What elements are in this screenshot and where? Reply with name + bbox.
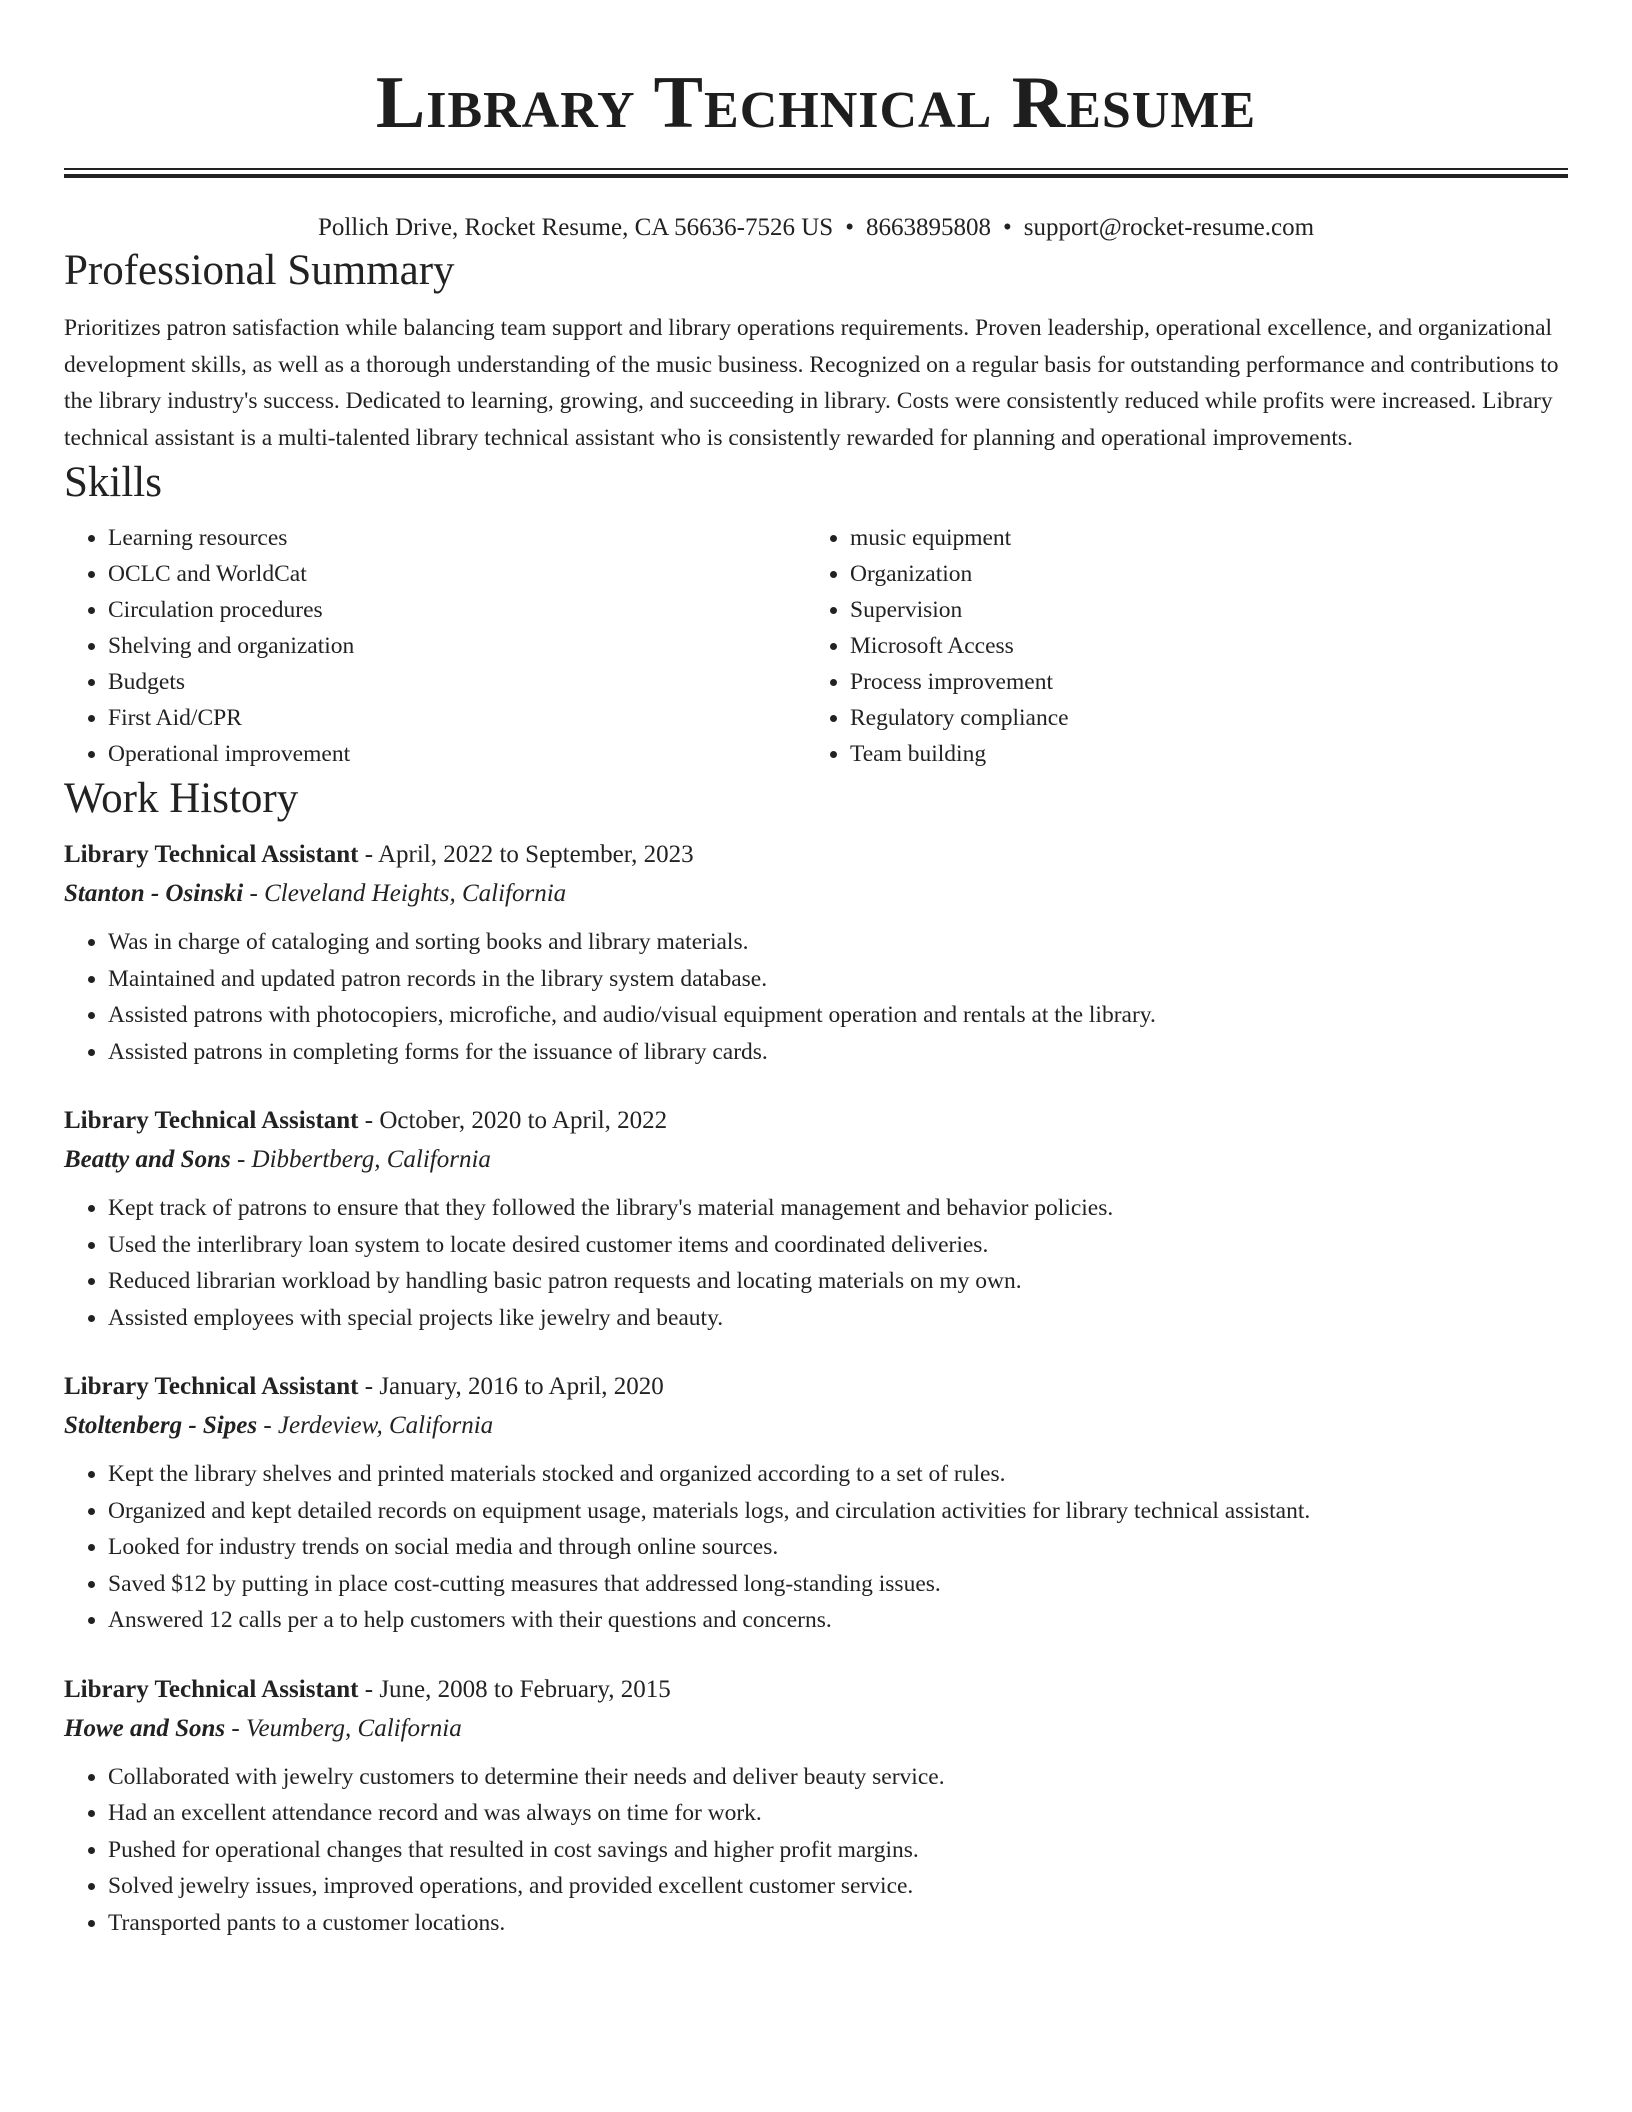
skill-item: • Supervision — [850, 592, 1548, 628]
skills-heading: Skills — [64, 459, 162, 506]
job-location: - Jerdeview, California — [257, 1412, 494, 1439]
job-dates: - January, 2016 to April, 2020 — [358, 1373, 664, 1400]
job-location: - Dibbertberg, California — [230, 1146, 491, 1173]
job-company-line — [64, 1406, 1568, 1446]
job-bullet: • Looked for industry trends on social media and through online sources. — [108, 1529, 1568, 1566]
skill-item: • Operational improvement — [108, 736, 806, 772]
summary-text: Prioritizes patron satisfaction while balancing team support and library operations requirements. Proven leadership, operational excellence, and organizational development skills, as well as a thorough understanding of the music business. Recognized on a regular basis for outstanding performance and contributions to the library industry's success. Dedicated to learning, growing, and succeeding in library. Costs were consistently reduced while profits were increased. Library technical assistant is a multi-talented library technical assistant who is consistently rewarded for planning and operational improvements. — [64, 315, 1559, 451]
job-bullet: • Assisted patrons in completing forms for the issuance of library cards. — [108, 1034, 1568, 1071]
job-bullets — [64, 1759, 1568, 1942]
skill-item: • Regulatory compliance — [850, 700, 1548, 736]
job-entry — [64, 1368, 1568, 1639]
job-bullet: • Solved jewelry issues, improved operations, and provided excellent customer service. — [108, 1868, 1568, 1905]
resume-title: Library Technical Resume — [375, 62, 1257, 144]
contact-line — [64, 212, 1568, 244]
job-bullet: • Collaborated with jewelry customers to determine their needs and deliver beauty service. — [108, 1759, 1568, 1796]
job-dates: - April, 2022 to September, 2023 — [358, 841, 694, 868]
job-dates: - October, 2020 to April, 2022 — [358, 1107, 668, 1134]
job-bullet: • Pushed for operational changes that resulted in cost savings and higher profit margins. — [108, 1832, 1568, 1869]
skills-list-right — [806, 520, 1548, 772]
job-bullet: • Had an excellent attendance record and was always on time for work. — [108, 1795, 1568, 1832]
job-entry — [64, 1671, 1568, 1942]
skill-item: • Circulation procedures — [108, 592, 806, 628]
job-entry — [64, 836, 1568, 1070]
job-title: Library Technical Assistant — [64, 1373, 359, 1400]
job-bullet: • Maintained and updated patron records in the library system database. — [108, 961, 1568, 998]
skills-list-left — [64, 520, 806, 772]
job-title: Library Technical Assistant — [64, 1675, 359, 1703]
job-location: - Veumberg, California — [225, 1714, 462, 1742]
contact-address: Pollich Drive, Rocket Resume, CA 56636-7526 US — [317, 214, 834, 241]
job-company: Beatty and Sons — [64, 1146, 231, 1173]
job-company: Stanton - Osinski — [64, 880, 244, 907]
job-dates: - June, 2008 to February, 2015 — [358, 1675, 671, 1703]
job-company: Stoltenberg - Sipes — [64, 1412, 258, 1439]
job-title: Library Technical Assistant — [64, 1107, 359, 1134]
job-title-line — [64, 1102, 1568, 1140]
job-bullet: • Used the interlibrary loan system to locate desired customer items and coordinated deliveries. — [108, 1227, 1568, 1264]
contact-separator: • — [1002, 214, 1012, 241]
job-bullet: • Transported pants to a customer locations. — [108, 1905, 1568, 1942]
skill-item: • Shelving and organization — [108, 628, 806, 664]
contact-phone: 8663895808 — [865, 214, 991, 241]
job-company: Howe and Sons — [64, 1714, 226, 1742]
job-bullet: • Answered 12 calls per a to help customers with their questions and concerns. — [108, 1602, 1568, 1639]
contact-email: support@rocket-resume.com — [1023, 214, 1315, 241]
skill-item: • Team building — [850, 736, 1548, 772]
job-bullet: • Kept the library shelves and printed materials stocked and organized according to a set of rules. — [108, 1456, 1568, 1493]
job-bullet: • Saved $12 by putting in place cost-cutting measures that addressed long-standing issues. — [108, 1566, 1568, 1603]
job-company-line — [64, 1709, 1568, 1749]
summary-heading: Professional Summary — [64, 247, 455, 294]
job-title-line — [64, 1671, 1568, 1709]
job-entry — [64, 1102, 1568, 1336]
skill-item: • Budgets — [108, 664, 806, 700]
skill-item: • music equipment — [850, 520, 1548, 556]
contact-separator: • — [845, 214, 854, 241]
job-title: Library Technical Assistant — [64, 841, 359, 868]
skill-item: • Learning resources — [108, 520, 806, 556]
work-history-heading: Work History — [64, 775, 299, 822]
skill-item: • First Aid/CPR — [108, 700, 806, 736]
job-bullet: • Reduced librarian workload by handling basic patron requests and locating materials on my own. — [108, 1263, 1568, 1300]
job-company-line — [64, 1140, 1568, 1180]
job-title-line — [64, 836, 1568, 874]
job-company-line — [64, 874, 1568, 914]
job-bullet: • Kept track of patrons to ensure that they followed the library's material management and behavior policies. — [108, 1190, 1568, 1227]
job-bullets — [64, 1456, 1568, 1639]
job-location: - Cleveland Heights, California — [243, 880, 567, 907]
job-bullet: • Was in charge of cataloging and sorting books and library materials. — [108, 924, 1568, 961]
job-bullets — [64, 924, 1568, 1070]
job-title-line — [64, 1368, 1568, 1406]
job-bullet: • Assisted patrons with photocopiers, microfiche, and audio/visual equipment operation and rentals at the library. — [108, 997, 1568, 1034]
skill-item: • Microsoft Access — [850, 628, 1548, 664]
title-double-rule — [64, 168, 1568, 178]
skills-columns — [64, 520, 1568, 772]
job-bullet: • Organized and kept detailed records on equipment usage, materials logs, and circulation activities for library technical assistant. — [108, 1493, 1568, 1530]
skill-item: • OCLC and WorldCat — [108, 556, 806, 592]
job-bullet: • Assisted employees with special projects like jewelry and beauty. — [108, 1300, 1568, 1337]
skill-item: • Organization — [850, 556, 1548, 592]
skill-item: • Process improvement — [850, 664, 1548, 700]
job-bullets — [64, 1190, 1568, 1336]
